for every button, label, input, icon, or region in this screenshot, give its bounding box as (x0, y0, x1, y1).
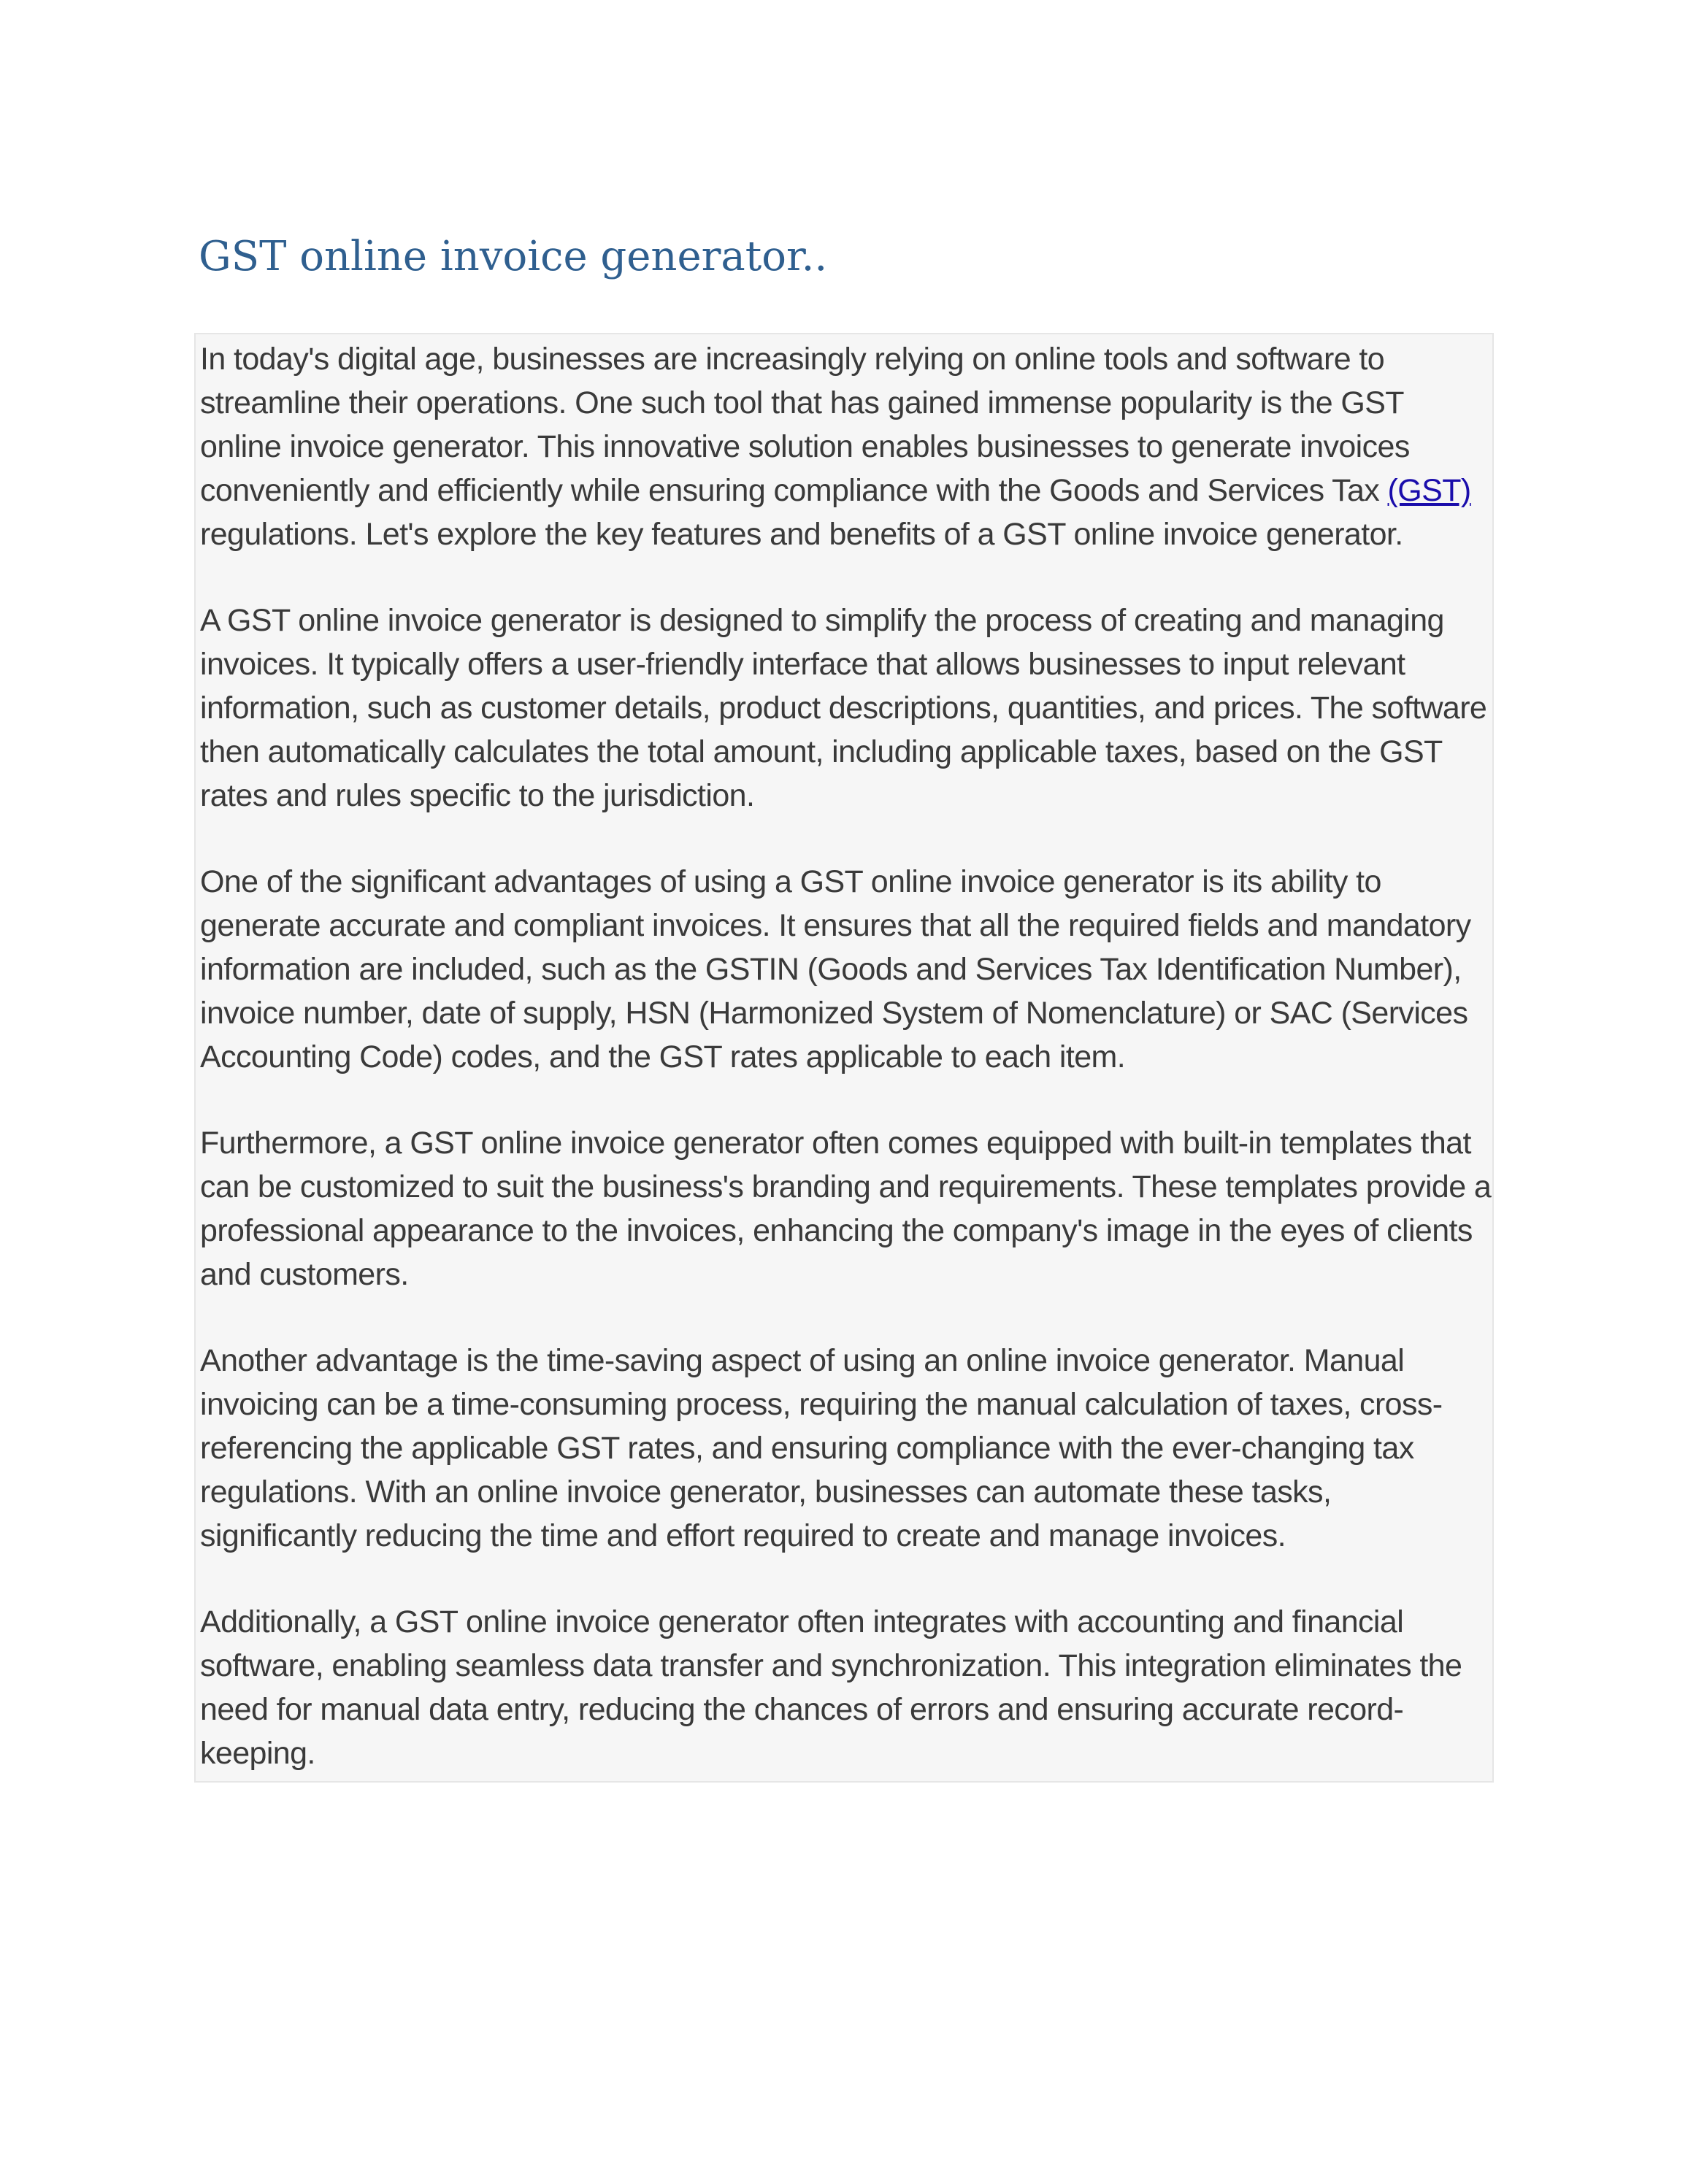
paragraph-overview: A GST online invoice generator is designed to simplify the process of creating and managing invoices. It typically offers a user-friendly interface that allows businesses to input relevant information, such as customer details, product descriptions, quantities, and prices. The software then automatically calculates the total amount, including applicable taxes, based on the GST rates and rules specific to the jurisdiction. (200, 603, 1487, 813)
paragraph-intro (200, 337, 1492, 556)
gst-link[interactable]: (GST) (1387, 473, 1471, 508)
page-title: GST online invoice generator.. (199, 233, 828, 280)
paragraph-intro-text-after-link: regulations. Let's explore the key features and benefits of a GST online invoice generator. (200, 517, 1403, 552)
article-body (194, 333, 1494, 1783)
paragraph-templates: Furthermore, a GST online invoice generator often comes equipped with built-in templates that can be customized to suit the business's branding and requirements. These templates provide a professional appearance to the invoices, enhancing the company's image in the eyes of clients and customers. (200, 1126, 1492, 1292)
paragraph-integration: Additionally, a GST online invoice generator often integrates with accounting and financial software, enabling seamless data transfer and synchronization. This integration eliminates the need for manual data entry, reducing the chances of errors and ensuring accurate record-keeping. (200, 1604, 1462, 1771)
paragraph-compliance: One of the significant advantages of using a GST online invoice generator is its ability to generate accurate and compliant invoices. It ensures that all the required fields and mandatory information are included, such as the GSTIN (Goods and Services Tax Identification Number), invoice number, date of supply, HSN (Harmonized System of Nomenclature) or SAC (Services Accounting Code) codes, and the GST rates applicable to each item. (200, 864, 1471, 1074)
paragraph-time-saving: Another advantage is the time-saving aspect of using an online invoice generator. Manual invoicing can be a time-consuming process, requiring the manual calculation of taxes, cross-referencing the applicable GST rates, and ensuring compliance with the ever-changing tax regulations. With an online invoice generator, businesses can automate these tasks, significantly reducing the time and effort required to create and manage invoices. (200, 1343, 1443, 1553)
paragraph-intro-text-before-link: In today's digital age, businesses are increasingly relying on online tools and software to streamline their operations. One such tool that has gained immense popularity is the GST online invoice generator. This innovative solution enables businesses to generate invoices conveniently and efficiently while ensuring compliance with the Goods and Services Tax (200, 342, 1410, 508)
